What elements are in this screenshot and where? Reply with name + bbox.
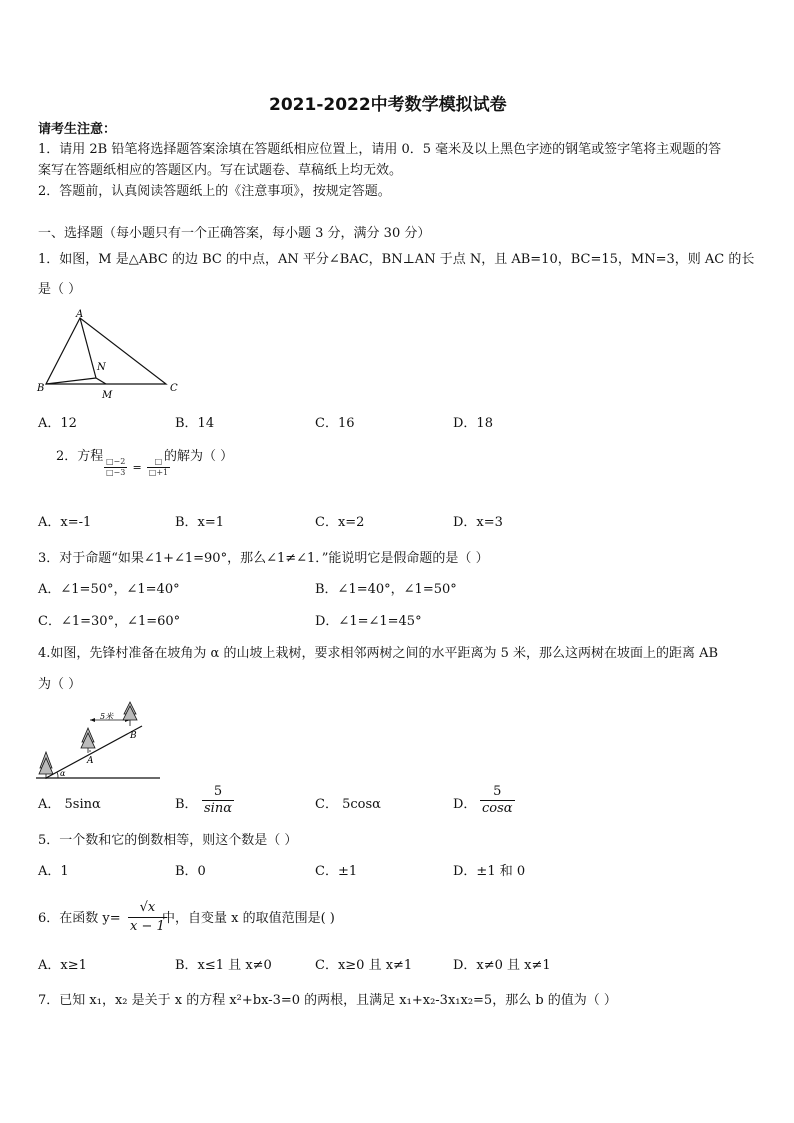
- tree-icon: [81, 728, 95, 753]
- notice-line-1b: 案写在答题纸相应的答题区内。写在试题卷、草稿纸上均无效。: [38, 163, 403, 178]
- q5-option-c: C．±1: [315, 864, 358, 879]
- q6-denominator: x − 1: [130, 919, 165, 934]
- q3-stem: 3．对于命题“如果∠1+∠1=90°，那么∠1≠∠1．”能说明它是假命题的是（ ）: [38, 551, 489, 566]
- section-heading: 一、选择题（每小题只有一个正确答案，每小题 3 分，满分 30 分）: [38, 226, 431, 241]
- notice-heading: 请考生注意：: [38, 122, 117, 137]
- q6-fraction: [128, 899, 167, 936]
- q4-slope-figure: [32, 700, 164, 784]
- q2-option-b: B．x=1: [175, 515, 225, 530]
- q4-label-b: B: [130, 731, 137, 741]
- q1-label-b: B: [37, 383, 45, 394]
- q4-option-c: C． 5cosα: [315, 797, 381, 812]
- q5-option-a: A．1: [38, 864, 69, 879]
- q2-equals: =: [132, 461, 142, 474]
- q6-option-b: B．x≤1 且 x≠0: [175, 958, 272, 973]
- q4-stem-line1: 4.如图，先锋村准备在坡角为 α 的山坡上栽树，要求相邻两树之间的水平距离为 5 米，那么这两树在坡面上的距离 AB: [38, 646, 719, 661]
- q2-option-c: C．x=2: [315, 515, 365, 530]
- q6-prefix: 6．在函数 y=: [38, 911, 121, 926]
- page-title: 2021-2022中考数学模拟试卷: [269, 95, 507, 115]
- q4-option-b-fraction: [202, 784, 234, 817]
- tree-icon: [123, 702, 137, 726]
- q1-option-b: B．14: [175, 416, 215, 431]
- q4-distance-label: 5米: [100, 712, 114, 721]
- q4-alpha-label: α: [60, 769, 66, 778]
- q2-denominator-left: □−3: [106, 468, 126, 477]
- q2-option-d: D．x=3: [453, 515, 503, 530]
- q4-option-d-numerator: 5: [480, 784, 515, 801]
- q4-label-a: A: [87, 756, 94, 766]
- q1-option-a: A．12: [38, 416, 77, 431]
- q3-option-d: D．∠1=∠1=45°: [315, 614, 422, 629]
- q2-denominator-right: □+1: [148, 468, 169, 477]
- q2-prefix: 2．方程: [56, 449, 104, 464]
- q2-suffix: 的解为（ ）: [164, 449, 234, 464]
- q2-option-a: A．x=-1: [38, 515, 92, 530]
- q3-option-a: A．∠1=50°，∠1=40°: [38, 582, 180, 597]
- q1-triangle-figure: [34, 306, 184, 402]
- q5-option-d: D．±1 和 0: [453, 864, 526, 879]
- q3-option-b: B．∠1=40°，∠1=50°: [315, 582, 457, 597]
- q4-option-d-denominator: cosα: [482, 801, 513, 816]
- q4-stem-line2: 为（ ）: [38, 677, 82, 692]
- q1-label-a: A: [76, 309, 84, 320]
- q2-numerator-left: □−2: [106, 457, 126, 466]
- q6-numerator: √x: [128, 899, 167, 918]
- q6-option-a: A．x≥1: [38, 958, 87, 973]
- q1-label-c: C: [170, 383, 178, 394]
- q4-option-a: A． 5sinα: [38, 797, 101, 812]
- q2-equation: [104, 457, 170, 478]
- q6-option-c: C．x≥0 且 x≠1: [315, 958, 413, 973]
- q6-suffix: 中，自变量 x 的取值范围是( ): [162, 911, 335, 926]
- q1-option-d: D．18: [453, 416, 493, 431]
- q1-option-c: C．16: [315, 416, 355, 431]
- q6-option-d: D．x≠0 且 x≠1: [453, 958, 551, 973]
- q5-stem: 5．一个数和它的倒数相等，则这个数是（ ）: [38, 833, 298, 848]
- q3-option-c: C．∠1=30°，∠1=60°: [38, 614, 181, 629]
- notice-line-1a: 1．请用 2B 铅笔将选择题答案涂填在答题纸相应位置上，请用 0．5 毫米及以上黑色字迹的钢笔或签字笔将主观题的答: [38, 142, 722, 157]
- q4-option-b-denominator: sinα: [204, 801, 232, 816]
- q5-option-b: B．0: [175, 864, 206, 879]
- q4-option-d-fraction: [480, 784, 515, 817]
- q2-fraction-left: [104, 457, 127, 478]
- q4-option-d-label: D．: [453, 797, 477, 812]
- q7-stem: 7．已知 x₁，x₂ 是关于 x 的方程 x²+bx-3=0 的两根，且满足 x₁+x₂-3x₁x₂=5，那么 b 的值为（ ）: [38, 993, 617, 1008]
- q1-label-m: M: [102, 390, 113, 401]
- notice-line-2: 2．答题前，认真阅读答题纸上的《注意事项》，按规定答题。: [38, 184, 391, 199]
- q4-option-b-numerator: 5: [202, 784, 234, 801]
- q1-label-n: N: [97, 362, 106, 373]
- q2-numerator-right: □: [147, 457, 170, 468]
- q4-option-b-label: B．: [175, 797, 198, 812]
- q1-stem-line1: 1．如图，M 是△ABC 的边 BC 的中点，AN 平分∠BAC，BN⊥AN 于点 N，且 AB=10，BC=15，MN=3，则 AC 的长: [38, 252, 755, 267]
- q1-stem-line2: 是（ ）: [38, 282, 82, 297]
